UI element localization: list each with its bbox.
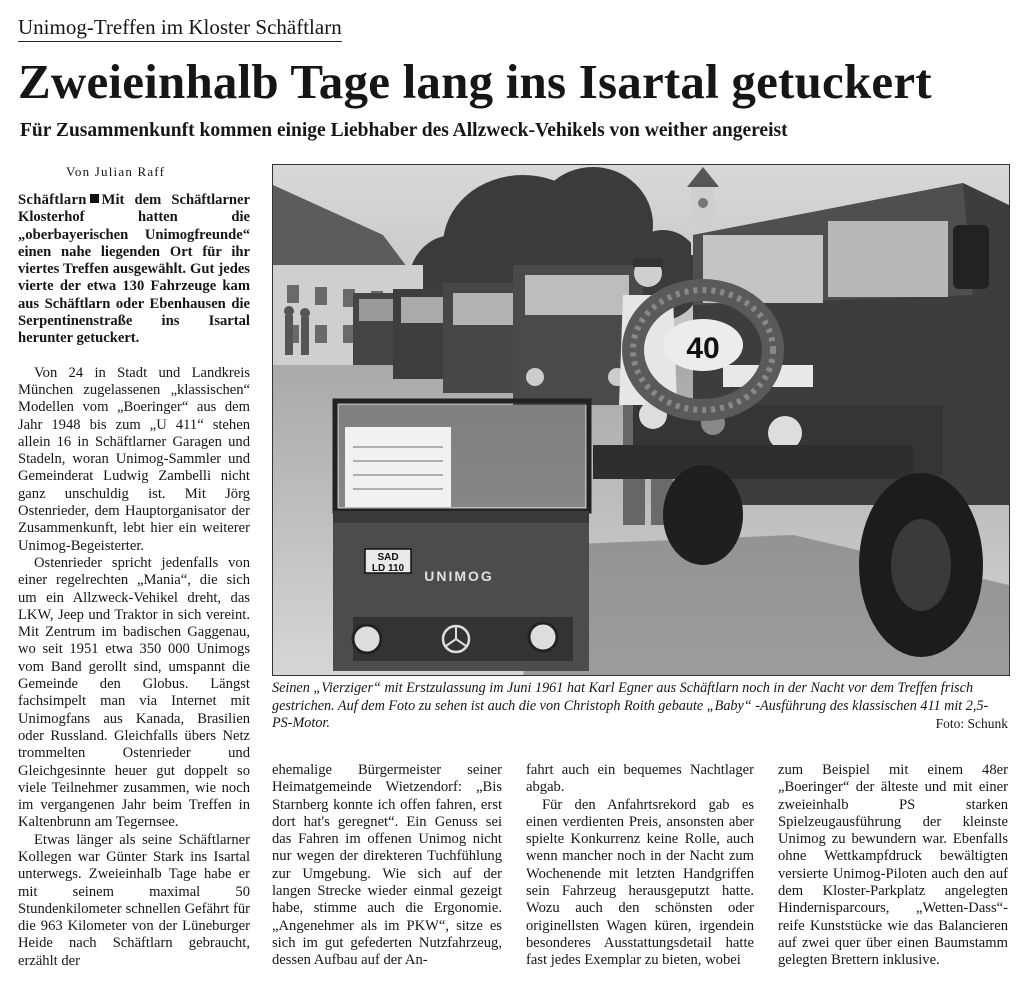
article-column-1 bbox=[18, 192, 250, 970]
article-headline: Zweieinhalb Tage lang ins Isartal getuckert bbox=[18, 54, 932, 109]
article-column-3 bbox=[526, 762, 754, 970]
body-paragraph-1: Von 24 in Stadt und Landkreis München zugelassenen „klassischen“ Modellen vom „Boeringer“ aus dem Jahr 1948 bis zum „U 411“ stehen allein 16 in Schäftlarner Garagen und Stadeln, woran Unimog-Sammler und Gemeinderat Ludwig Zambelli nicht ganz unschuldig ist. Mit Jörg Ostenrieder, dem Hauptorganisator der Zusammenkunft, lebt hier ein weiterer Unimog-Begeisterter. bbox=[18, 364, 250, 554]
caption-text: Seinen „Vierziger“ mit Erstzulassung im Juni 1961 hat Karl Egner aus Schäftlarn noch in der Nacht vor dem Treffen frisch gestrichen. Auf dem Foto zu sehen ist auch die von Christoph Roith gebaute „Baby“ -Ausführung des klassischen 411 mit 2,5-PS-Motor. bbox=[272, 680, 989, 731]
lead-paragraph bbox=[18, 192, 250, 348]
article-column-2 bbox=[272, 762, 502, 970]
lead-text: Mit dem Schäftlarner Klosterhof hatten die „oberbayerischen Unimogfreunde“ einen nahe liegenden Ort für ihr viertes Treffen ausgewählt. Gut jedes vierte der etwa 130 Fahrzeuge kam aus Schäftlarn oder Ebenhausen die Serpentinenstraße ins Isartal herunter getuckert. bbox=[18, 192, 250, 347]
wreath-number: 40 bbox=[686, 332, 720, 365]
dateline: Schäftlarn bbox=[18, 192, 87, 208]
article-subheadline: Für Zusammenkunft kommen einige Liebhaber des Allzweck-Vehikels von weither angereist bbox=[20, 120, 788, 141]
baby-unimog bbox=[333, 401, 589, 671]
photo-credit: Foto: Schunk bbox=[935, 716, 1008, 731]
article-column-4 bbox=[778, 762, 1008, 970]
photo-caption bbox=[272, 680, 1008, 733]
body-paragraph-2: Ostenrieder spricht jedenfalls von einer regelrechten „Mania“, die sich um ein Allzweck-Vehikel dreht, das LKW, Jeep und Traktor in sich vereint. Mit Zentrum im badischen Gaggenau, wo seit 1951 etwa 350 000 Unimogs vom Band gerollt sind, umspannt die Gemeinde den Globus. Längst fachsimpelt man via Internet mit Unimogfans aus Kanada, Brasilien oder Russland. Gleichfalls übers Netz trommelten Ostenrieder und Gleichgesinnte heuer gut doppelt so viele Teilnehmer zusammen, wie noch im vergangenen Jahr beim Treffen in Kaltenbrunn am Tegernsee. bbox=[18, 554, 250, 831]
body-paragraph-5a: fahrt auch ein bequemes Nachtlager abgab. bbox=[526, 762, 754, 796]
body-paragraph-5b: Für den Anfahrtsrekord gab es einen verdienten Preis, ansonsten aber spielte Konkurrenz keine Rolle, auch wenn mancher noch in der Nacht zum Wochenende mit letzten Handgriffen sein Fahrzeug herausgeputzt hatte. Wozu auch den schönsten oder originellsten Wagen küren, irgendein besonderes Ausstattungsdetail hatte fast jedes Exemplar zu bieten, wobei bbox=[526, 796, 754, 969]
article-byline: Von Julian Raff bbox=[66, 164, 166, 179]
baby-unimog-badge: UNIMOG bbox=[424, 568, 494, 584]
baby-plate-number: LD 110 bbox=[371, 563, 405, 574]
dateline-bullet-icon bbox=[90, 194, 99, 203]
photo-illustration bbox=[273, 165, 1009, 675]
article-photo bbox=[272, 164, 1010, 676]
article-kicker: Unimog-Treffen im Kloster Schäftlarn bbox=[18, 14, 342, 42]
body-paragraph-6: zum Beispiel mit einem 48er „Boeringer“ der älteste und mit einer zweieinhalb PS starken Spielzeugausführung der kleinste Unimog zu bewundern war. Ebenfalls ohne Wettkampfdruck bewältigten versierte Unimog-Piloten auch den auf dem Kloster-Parkplatz angelegten Hindernisparcours, „Wetten-Dass“-reife Kunststücke wie das Balancieren auf zwei quer über einen Baumstamm gelegten Brettern inklusive. bbox=[778, 762, 1008, 969]
baby-plate-front: SAD bbox=[377, 552, 399, 563]
body-paragraph-4: ehemalige Bürgermeister seiner Heimatgemeinde Wietzendorf: „Bis Starnberg konnte ich offen fahren, erst dort hat's geregnet“. Ein Genuss sei das Fahren im offenen Unimog nicht nur wegen der direkteren Tuchfühlung zur Umgebung. Wie sich auf der langen Strecke wieder einmal gezeigt habe, stimme auch die Ergonomie. „Angenehmer als im PKW“, sitze es sich im gut gefederten Nutzfahrzeug, dessen Aufbau auf der An- bbox=[272, 762, 502, 969]
body-paragraph-3: Etwas länger als seine Schäftlarner Kollegen war Günter Stark ins Isartal unterwegs. Zweieinhalb Tage habe er mit seinem maximal 50 Stundenkilometer schnellen Gefährt für die 963 Kilometer von der Lüneburger Heide nach Schäftlarn gebraucht, erzählt der bbox=[18, 831, 250, 969]
